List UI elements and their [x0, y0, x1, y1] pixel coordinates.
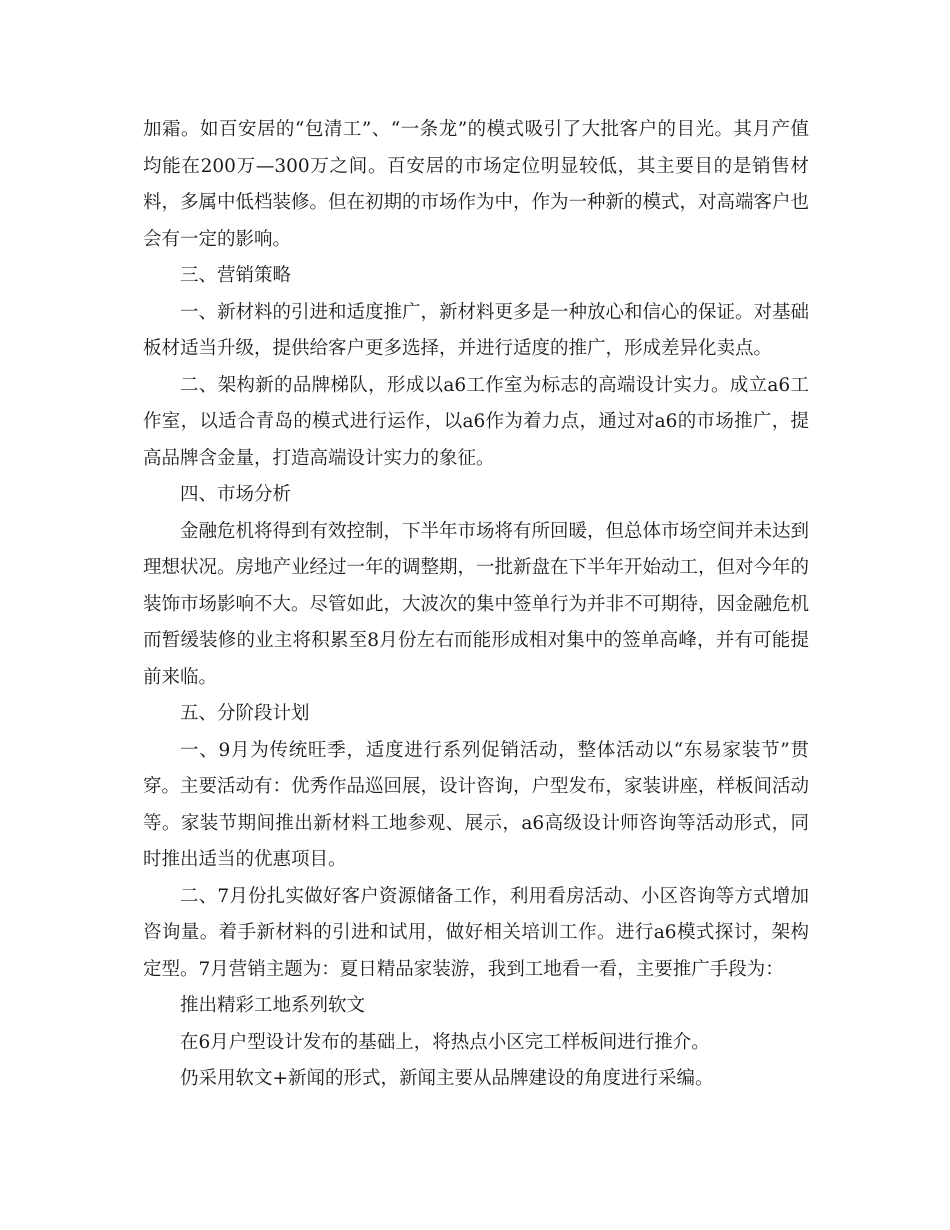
paragraph-continuation: 加霜。如百安居的“包清工”、“一条龙”的模式吸引了大批客户的目光。其月产值均能在200万—300万之间。百安居的市场定位明显较低，其主要目的是销售材料，多属中低档装修。但在初期的市场作为中，作为一种新的模式，对高端客户也会有一定的影响。 — [143, 119, 810, 250]
heading-marketing-strategy: 三、营销策略 — [180, 265, 292, 286]
paragraph-july-plan: 二、7月份扎实做好客户资源储备工作，利用看房活动、小区咨询等方式增加咨询量。着手新材料的引进和试用，做好相关培训工作。进行a6模式探讨，架构定型。7月营销主题为：夏日精品家装游，我到工地看一看，主要推广手段为： — [143, 885, 809, 980]
list-item-soft-articles: 推出精彩工地系列软文 — [180, 995, 366, 1016]
heading-market-analysis: 四、市场分析 — [180, 484, 292, 505]
list-item-news-format: 仍采用软文+新闻的形式，新闻主要从品牌建设的角度进行采编。 — [180, 1068, 714, 1089]
paragraph-brand-tier: 二、架构新的品牌梯队，形成以a6工作室为标志的高端设计实力。成立a6工作室，以适合青岛的模式进行运作，以a6作为着力点，通过对a6的市场推广，提高品牌含金量，打造高端设计实力的象征。 — [143, 374, 809, 469]
list-item-showroom-promo: 在6月户型设计发布的基础上，将热点小区完工样板间进行推介。 — [180, 1031, 710, 1053]
paragraph-september-plan: 一、9月为传统旺季，适度进行系列促销活动，整体活动以“东易家装节”贯穿。主要活动有：优秀作品巡回展，设计咨询，户型发布，家装讲座，样板间活动等。家装节期间推出新材料工地参观、展示，a6高级设计师咨询等活动形式，同时推出适当的优惠项目。 — [143, 739, 810, 870]
document-page — [143, 112, 809, 1098]
paragraph-market-analysis: 金融危机将得到有效控制，下半年市场将有所回暖，但总体市场空间并未达到理想状况。房地产业经过一年的调整期，一批新盘在下半年开始动工，但对今年的装饰市场影响不大。尽管如此，大波次的集中签单行为并非不可期待，因金融危机而暂缓装修的业主将积累至8月份左右而能形成相对集中的签单高峰，并有可能提前来临。 — [143, 520, 810, 688]
heading-phased-plan: 五、分阶段计划 — [180, 703, 310, 724]
paragraph-new-materials: 一、新材料的引进和适度推广，新材料更多是一种放心和信心的保证。对基础板材适当升级，提供给客户更多选择，并进行适度的推广，形成差异化卖点。 — [143, 301, 810, 359]
